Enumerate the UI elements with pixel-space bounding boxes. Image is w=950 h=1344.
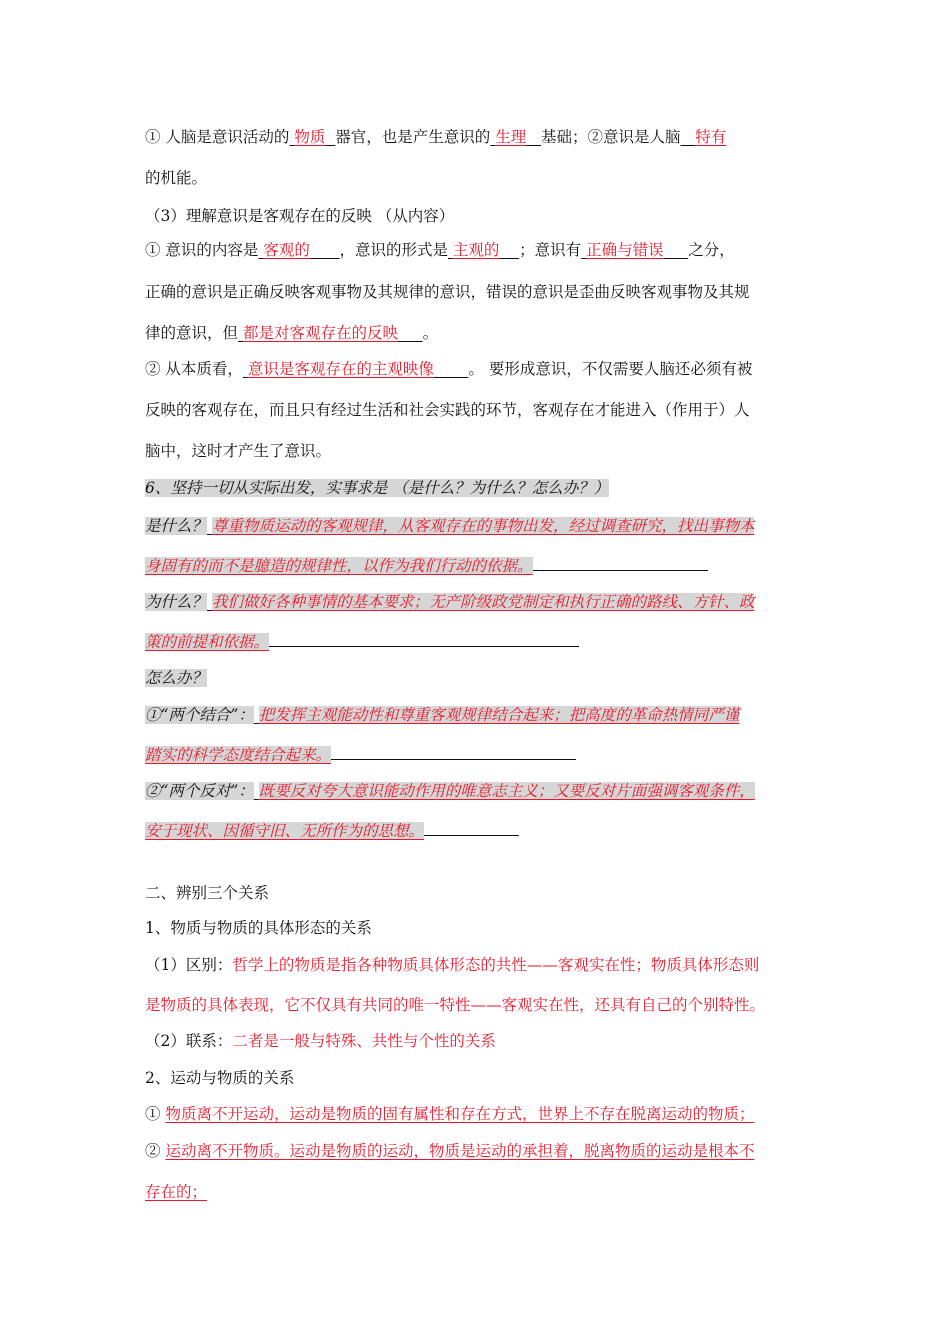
why-line-1: [145, 592, 825, 612]
oppose-line-1: [145, 781, 825, 801]
connection-text: 二者是一般与特殊、共性与个性的关系: [232, 1032, 496, 1050]
combine-label: ①“两个结合”：: [145, 706, 254, 724]
difference-text-cont: 是物质的具体表现，它不仅具有共同的唯一特性——客观实在性，还具有自己的个别特性。: [145, 996, 766, 1014]
text: ，意识的形式是: [339, 241, 448, 259]
why-answer: 我们做好各种事情的基本要求；无产阶级政党制定和执行正确的路线、方针、政: [211, 593, 755, 611]
brain-line: [145, 441, 825, 461]
answer-blank: [331, 745, 576, 760]
how-line: [145, 668, 825, 688]
text: 的机能。: [145, 169, 208, 187]
answer-physiological: 生理: [495, 128, 527, 146]
motion-line-1: [145, 1104, 825, 1124]
text: 律的意识，但: [145, 324, 239, 342]
what-label: 是什么？: [145, 517, 208, 535]
motion-line-3: [145, 1182, 825, 1202]
combine-line-2: [145, 745, 825, 765]
section-6-title: [145, 478, 825, 498]
part-2-title: [145, 883, 825, 903]
answer-physical: 物质: [294, 128, 326, 146]
difference-label: （1）区别：: [145, 956, 233, 974]
what-answer-cont: 身固有的而不是臆造的规律性，以作为我们行动的依据。: [145, 557, 533, 575]
answer-blank: [269, 632, 579, 647]
matter-answer: 运动离不开物质。运动是物质的运动，物质是运动的承担着，脱离物质的运动是根本不: [165, 1142, 755, 1160]
answer-blank: [424, 821, 519, 836]
content-form-line: [145, 240, 825, 260]
correct-consciousness-line: [145, 282, 825, 302]
connection-label: （2）联系：: [145, 1032, 233, 1050]
text: 基础；②意识是人脑: [541, 128, 681, 146]
reflection-line: [145, 323, 825, 343]
section-1-title: [145, 918, 825, 938]
section-2-title: [145, 1068, 825, 1088]
text: ① 意识的内容是: [145, 241, 259, 259]
why-line-2: [145, 632, 825, 652]
text: 。: [422, 324, 439, 342]
objective-existence-line: [145, 400, 825, 420]
matter-answer-cont: 存在的；: [145, 1183, 208, 1201]
answer-reflection: 都是对客观存在的反映: [242, 324, 398, 342]
answer-objective: 客观的: [263, 241, 310, 259]
answer-blank: [533, 556, 708, 571]
what-answer: 尊重物质运动的客观规律，从客观存在的事物出发，经过调查研究，找出事物本: [211, 517, 755, 535]
essence-line: [145, 359, 825, 379]
heading-text: 1、物质与物质的具体形态的关系: [145, 919, 372, 937]
heading-text: 6、坚持一切从实际出发，实事求是 （是什么？为什么？怎么办？）: [145, 479, 610, 497]
how-label: 怎么办？: [145, 669, 208, 687]
text: ① 人脑是意识活动的: [145, 128, 290, 146]
motion-line-2: [145, 1141, 825, 1161]
difference-line-1: [145, 955, 825, 975]
oppose-answer-cont: 安于现状、因循守旧、无所作为的思想。: [145, 822, 425, 840]
text: 。 要形成意识，不仅需要人脑还必须有被: [468, 360, 753, 378]
combine-answer-cont: 踏实的科学态度结合起来。: [145, 746, 332, 764]
why-label: 为什么？: [145, 593, 208, 611]
answer-subjective: 主观的: [452, 241, 500, 259]
heading-text: 2、运动与物质的关系: [145, 1069, 295, 1087]
consciousness-organ-line: [145, 127, 825, 147]
motion-answer: 物质离不开运动，运动是物质的固有属性和存在方式，世界上不存在脱离运动的物质；: [165, 1105, 755, 1123]
what-line-2: [145, 556, 825, 576]
answer-unique: 特有: [695, 128, 727, 146]
text: 器官，也是产生意识的: [335, 128, 491, 146]
connection-line: [145, 1031, 825, 1051]
function-line: [145, 168, 825, 188]
text: ；意识有: [519, 241, 582, 259]
heading-text: （3）理解意识是客观存在的反映 （从内容）: [145, 207, 455, 225]
difference-line-2: [145, 995, 825, 1015]
text: 脑中，这时才产生了意识。: [145, 442, 332, 460]
item-number: ①: [145, 1105, 161, 1123]
difference-text: 哲学上的物质是指各种物质具体形态的共性——客观实在性；物质具体形态则: [232, 956, 760, 974]
text: 反映的客观存在，而且只有经过生活和社会实践的环节，客观存在才能进入（作用于）人: [145, 401, 750, 419]
combine-answer: 把发挥主观能动性和尊重客观规律结合起来；把高度的革命热情同严谨: [258, 706, 740, 724]
text: 正确的意识是正确反映客观事物及其规律的意识，错误的意识是歪曲反映客观事物及其规: [145, 283, 750, 301]
text: ② 从本质看，: [145, 360, 243, 378]
subheading-3: [145, 206, 825, 226]
oppose-label: ②“两个反对”：: [145, 782, 254, 800]
why-answer-cont: 策的前提和依据。: [145, 633, 270, 651]
item-number: ②: [145, 1142, 161, 1160]
answer-right-wrong: 正确与错误: [586, 241, 664, 259]
oppose-answer: 既要反对夸大意识能动作用的唯意志主义；又要反对片面强调客观条件，: [258, 782, 755, 800]
answer-subjective-image: 意识是客观存在的主观映像: [247, 360, 434, 378]
text: 之分，: [688, 241, 735, 259]
combine-line-1: [145, 705, 825, 725]
oppose-line-2: [145, 821, 825, 841]
what-line-1: [145, 516, 825, 536]
heading-text: 二、辨别三个关系: [145, 884, 270, 902]
